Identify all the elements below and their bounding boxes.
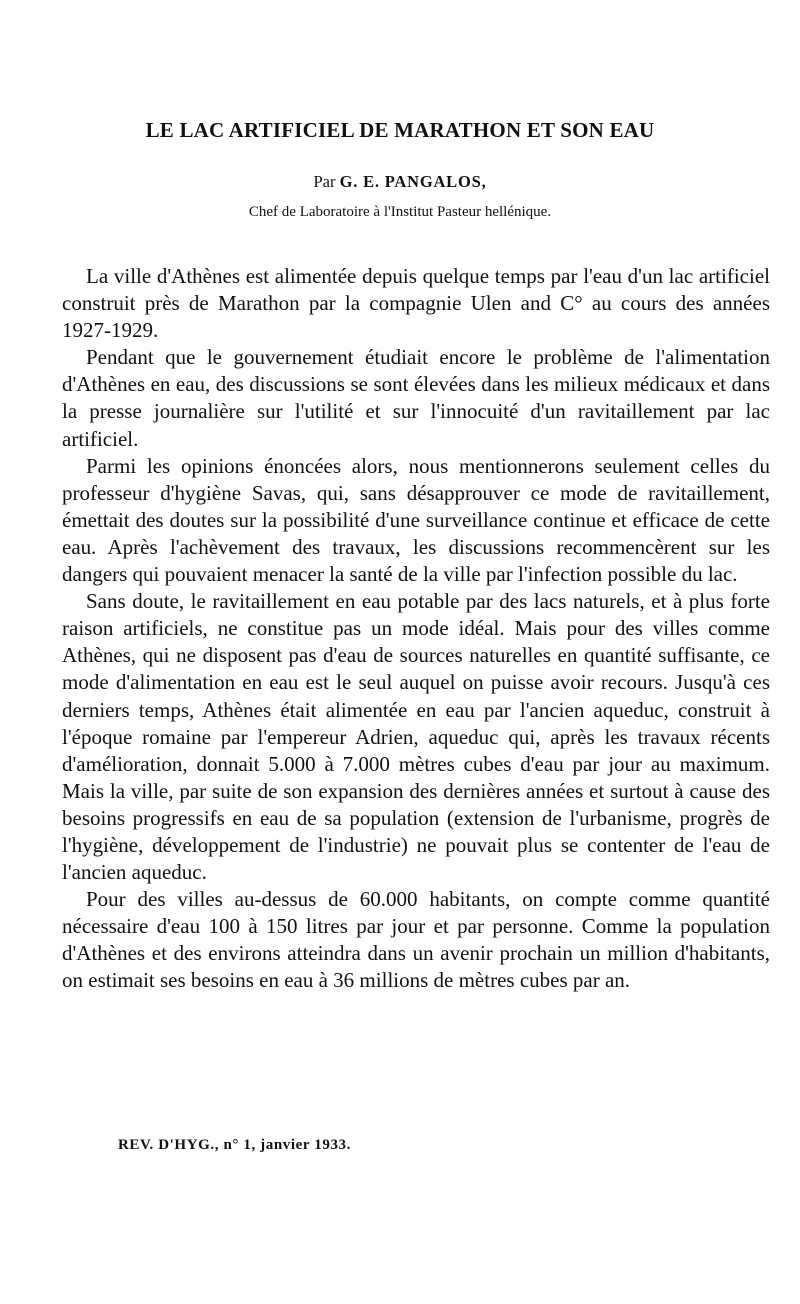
byline-prefix: Par <box>313 172 336 191</box>
paragraph-1: La ville d'Athènes est alimentée depuis quelque temps par l'eau d'un lac artificiel construit près de Marathon par la compagnie Ulen and C° au cours des années 1927-1929. <box>62 264 770 343</box>
byline <box>0 172 800 192</box>
article-title: LE LAC ARTIFICIEL DE MARATHON ET SON EAU <box>145 118 655 142</box>
author-name: G. E. PANGALOS, <box>339 172 487 191</box>
author-affiliation: Chef de Laboratoire à l'Institut Pasteur hellénique. <box>248 204 552 220</box>
article-body <box>62 263 770 995</box>
paragraph-3: Parmi les opinions énoncées alors, nous mentionnerons seulement celles du professeur d'hygiène Savas, qui, sans désapprouver ce mode de ravitaillement, émettait des doutes sur la possibilité d'une surveillance continue et efficace de cette eau. Après l'achèvement des travaux, les discussions recommencèrent sur les dangers qui pouvaient menacer la santé de la ville par l'infection possible du lac. <box>62 453 770 587</box>
source-footnote: REV. D'HYG., n° 1, janvier 1933. <box>118 1137 351 1153</box>
paragraph-2: Pendant que le gouvernement étudiait encore le problème de l'alimentation d'Athènes en eau, des discussions se sont élevées dans les milieux médicaux et dans la presse journalière sur l'utilité et sur l'innocuité d'un ravitaillement par lac artificiel. <box>62 345 770 451</box>
paragraph-5: Pour des villes au-dessus de 60.000 habitants, on compte comme quantité nécessaire d'eau 100 à 150 litres par jour et par personne. Comme la population d'Athènes et des environs atteindra dans un avenir prochain un million d'habitants, on estimait ses besoins en eau à 36 millions de mètres cubes par an. <box>62 887 770 993</box>
paragraph-4: Sans doute, le ravitaillement en eau potable par des lacs naturels, et à plus forte raison artificiels, ne constitue pas un mode idéal. Mais pour des villes comme Athènes, qui ne disposent pas d'eau de sources naturelles en quantité suffisante, ce mode d'alimentation en eau est le seul auquel on puisse avoir recours. Jusqu'à ces derniers temps, Athènes était alimentée en eau par l'ancien aqueduc, construit à l'époque romaine par l'empereur Adrien, aqueduc qui, après les travaux récents d'amélioration, donnait 5.000 à 7.000 mètres cubes d'eau par jour au maximum. Mais la ville, par suite de son expansion des dernières années et surtout à cause des besoins progressifs en eau de sa population (extension de l'urbanisme, progrès de l'hygiène, développement de l'industrie) ne pouvait plus se contenter de l'eau de l'ancien aqueduc. <box>62 589 770 885</box>
